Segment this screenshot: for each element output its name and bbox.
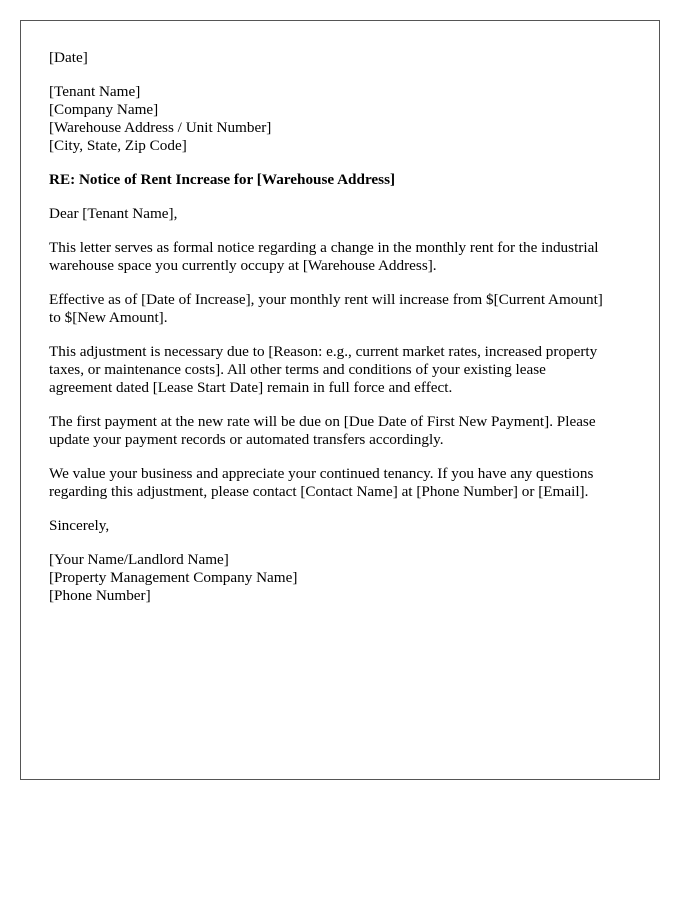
- date-text: [Date]: [49, 49, 88, 66]
- paragraph-line: update your payment records or automated transfers accordingly.: [49, 431, 444, 448]
- recipient-address-block: [49, 83, 631, 155]
- paragraph-line: taxes, or maintenance costs]. All other terms and conditions of your existing lease: [49, 361, 546, 378]
- subject-line: RE: Notice of Rent Increase for [Warehouse Address]: [49, 171, 396, 188]
- paragraph-line: Effective as of [Date of Increase], your monthly rent will increase from $[Current Amount]: [49, 291, 603, 308]
- letter-page: [20, 20, 660, 780]
- body-paragraph-reason: [49, 343, 631, 397]
- recipient-address: [Warehouse Address / Unit Number]: [49, 119, 272, 136]
- signature-phone: [Phone Number]: [49, 587, 151, 604]
- body-paragraph-payment: [49, 413, 631, 449]
- paragraph-line: regarding this adjustment, please contact [Contact Name] at [Phone Number] or [Email].: [49, 483, 589, 500]
- paragraph-line: This adjustment is necessary due to [Reason: e.g., current market rates, increased property: [49, 343, 598, 360]
- paragraph-line: agreement dated [Lease Start Date] remain in full force and effect.: [49, 379, 453, 396]
- paragraph-line: warehouse space you currently occupy at [Warehouse Address].: [49, 257, 437, 274]
- signature-name: [Your Name/Landlord Name]: [49, 551, 229, 568]
- body-paragraph-notice: [49, 239, 631, 275]
- paragraph-line: The first payment at the new rate will be due on [Due Date of First New Payment]. Please: [49, 413, 596, 430]
- paragraph-line: This letter serves as formal notice regarding a change in the monthly rent for the industrial: [49, 239, 599, 256]
- paragraph-line: to $[New Amount].: [49, 309, 168, 326]
- recipient-tenant-name: [Tenant Name]: [49, 83, 141, 100]
- signature-company: [Property Management Company Name]: [49, 569, 298, 586]
- body-paragraph-contact: [49, 465, 631, 501]
- closing: Sincerely,: [49, 517, 110, 534]
- letter-date: [49, 49, 631, 67]
- body-paragraph-effective-date: [49, 291, 631, 327]
- recipient-company-name: [Company Name]: [49, 101, 159, 118]
- salutation: Dear [Tenant Name],: [49, 205, 178, 222]
- recipient-city-state-zip: [City, State, Zip Code]: [49, 137, 187, 154]
- signature-block: [49, 551, 631, 605]
- paragraph-line: We value your business and appreciate your continued tenancy. If you have any questions: [49, 465, 594, 482]
